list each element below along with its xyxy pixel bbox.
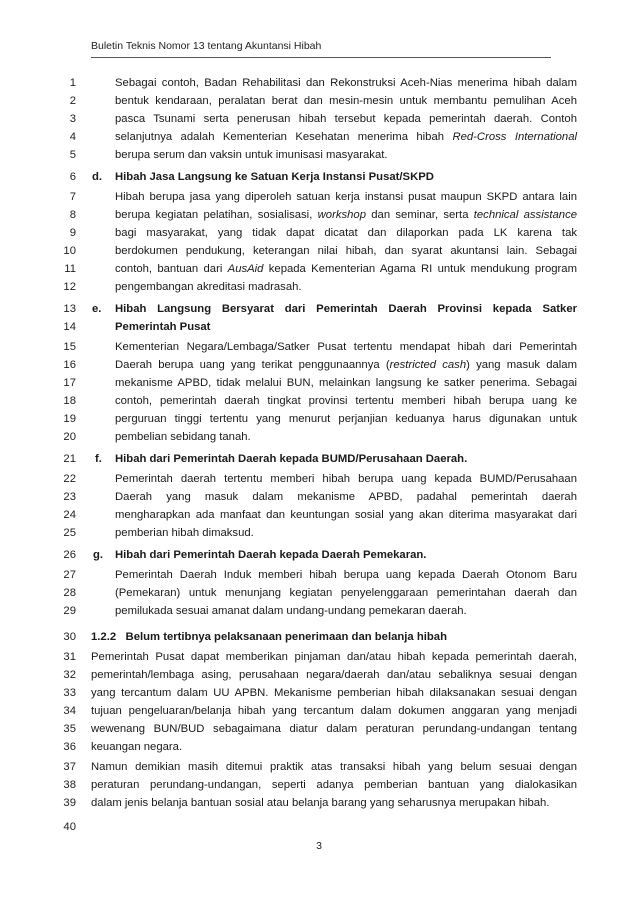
line-number: 37 — [63, 761, 76, 773]
body-line — [115, 357, 577, 373]
body-line: tujuan pengeluaran/belanja hibah yang tercantum dalam dokumen anggaran yang menjadi — [91, 705, 577, 717]
list-marker: d. — [92, 171, 103, 183]
body-line: pembelian sebidang tanah. — [115, 431, 251, 443]
body-line: pasca Tsunami serta penerusan hibah tersebut kepada pemerintah daerah. Contoh — [115, 113, 577, 125]
line-number: 39 — [63, 797, 76, 809]
line-number: 31 — [63, 651, 76, 663]
line-number: 25 — [63, 527, 76, 539]
body-line: wewenang BUN/BUD sebagaimana diatur dalam peraturan perundang-undangan tentang — [91, 723, 577, 735]
body-line: Sebagai contoh, Badan Rehabilitasi dan Rekonstruksi Aceh-Nias menerima hibah dalam — [115, 77, 577, 89]
body-text: contoh, bantuan dari — [115, 263, 228, 275]
line-number: 1 — [69, 77, 76, 89]
body-text: berupa kegiatan pelatihan, sosialisasi, — [115, 209, 318, 221]
body-line: Pemerintah Daerah Induk memberi hibah berupa uang kepada Daerah Otonom Baru — [115, 569, 577, 581]
body-text: ) yang masuk dalam — [466, 359, 577, 371]
line-number: 33 — [63, 687, 76, 699]
line-number: 4 — [69, 131, 76, 143]
body-text: kepada Kementerian Agama RI untuk mendukung program — [263, 263, 577, 275]
body-text: selanjutnya adalah Kementerian Kesehatan menerima hibah — [115, 131, 453, 143]
italic-term: technical assistance — [473, 209, 578, 221]
body-line: mekanisme APBD, tidak melalui BUN, melainkan langsung ke satker penerima. Sebagai — [115, 377, 577, 389]
body-line: Namun demikian masih ditemui praktik atas transaksi hibah yang belum sesuai dengan — [91, 761, 577, 773]
line-number: 16 — [63, 359, 76, 371]
line-number: 36 — [63, 741, 76, 753]
body-line: peraturan perundang-undangan, seperti adanya pemberian bantuan yang dialokasikan — [91, 779, 577, 791]
body-line: Daerah yang masuk dalam mekanisme APBD, padahal pemerintah daerah — [115, 491, 577, 503]
line-number: 8 — [69, 209, 76, 221]
line-number: 23 — [63, 491, 76, 503]
line-number: 35 — [63, 723, 76, 735]
body-line: (Pemekaran) untuk menunjang kegiatan penyelenggaraan pemerintahan daerah dan — [115, 587, 577, 599]
line-number: 3 — [69, 113, 76, 125]
line-number: 14 — [63, 321, 76, 333]
body-line: berdokumen pendukung, keterangan nilai hibah, dan syarat akuntansi lain. Sebagai — [115, 245, 577, 257]
line-number: 24 — [63, 509, 76, 521]
line-number: 7 — [69, 191, 76, 203]
italic-term: AusAid — [227, 263, 264, 275]
body-line — [115, 261, 577, 277]
line-number: 30 — [63, 631, 76, 643]
line-number: 10 — [63, 245, 76, 257]
body-line: pengembangan akreditasi madrasah. — [115, 281, 302, 293]
body-line: Hibah berupa jasa yang diperoleh satuan kerja instansi pusat maupun SKPD antara lain — [115, 191, 577, 203]
line-number: 6 — [69, 171, 76, 183]
line-number: 15 — [63, 341, 76, 353]
body-line: yang tercantum dalam UU APBN. Mekanisme pemberian hibah dilaksanakan sesuai dengan — [91, 687, 577, 699]
italic-term: workshop — [317, 209, 366, 221]
line-number: 20 — [63, 431, 76, 443]
line-number: 38 — [63, 779, 76, 791]
line-number: 5 — [69, 149, 76, 161]
section-heading: Hibah dari Pemerintah Daerah kepada BUMD/Perusahaan Daerah. — [115, 453, 468, 465]
line-number: 27 — [63, 569, 76, 581]
line-number: 32 — [63, 669, 76, 681]
line-number: 29 — [63, 605, 76, 617]
running-header: Buletin Teknis Nomor 13 tentang Akuntansi Hibah — [91, 40, 551, 58]
line-number: 13 — [63, 303, 76, 315]
body-line: perguruan tinggi tertentu yang menurut perjanjian keduanya harus digunakan untuk — [115, 413, 577, 425]
page-number: 3 — [316, 840, 322, 852]
line-number: 40 — [63, 821, 76, 833]
body-line: Pemerintah daerah tertentu memberi hibah berupa uang kepada BUMD/Perusahaan — [115, 473, 577, 485]
body-text: Daerah berupa uang yang terikat penggunaannya ( — [115, 359, 390, 371]
body-line: mengharapkan ada manfaat dan keuntungan sosial yang akan diterima masyarakat dari — [115, 509, 577, 521]
body-line: pemerintah/lembaga asing, perusahaan negara/daerah dan/atau sebaliknya sesuai dengan — [91, 669, 577, 681]
line-number: 2 — [69, 95, 76, 107]
line-number: 21 — [63, 453, 76, 465]
line-number: 9 — [69, 227, 76, 239]
section-heading: Pemerintah Pusat — [115, 321, 211, 333]
line-number: 17 — [63, 377, 76, 389]
body-line — [115, 129, 577, 145]
subsection-heading: 1.2.2 Belum tertibnya pelaksanaan penerimaan dan belanja hibah — [91, 631, 447, 643]
list-marker: g. — [93, 549, 104, 561]
line-number: 34 — [63, 705, 76, 717]
section-heading: Hibah dari Pemerintah Daerah kepada Daerah Pemekaran. — [115, 549, 427, 561]
section-heading: Hibah Jasa Langsung ke Satuan Kerja Instansi Pusat/SKPD — [115, 171, 434, 183]
line-number: 22 — [63, 473, 76, 485]
body-line — [115, 207, 577, 223]
body-line: berupa serum dan vaksin untuk imunisasi masyarakat. — [115, 149, 388, 161]
line-number: 11 — [64, 263, 76, 275]
body-line: pemberian hibah dimaksud. — [115, 527, 254, 539]
line-number: 12 — [63, 281, 76, 293]
body-line: pemilukada sesuai amanat dalam undang-undang pemekaran daerah. — [115, 605, 467, 617]
body-line: keuangan negara. — [91, 741, 183, 753]
line-number: 19 — [63, 413, 76, 425]
body-line: Pemerintah Pusat dapat memberikan pinjaman dan/atau hibah kepada pemerintah daerah, — [91, 651, 577, 663]
line-number: 26 — [63, 549, 76, 561]
body-line: bentuk kendaraan, peralatan berat dan mesin-mesin untuk membantu pemulihan Aceh — [115, 95, 577, 107]
body-text: dan seminar, serta — [365, 209, 474, 221]
body-line: contoh, pemerintah daerah tingkat provinsi tertentu memberi hibah berupa uang ke — [115, 395, 577, 407]
list-marker: e. — [92, 303, 102, 315]
body-line: Kementerian Negara/Lembaga/Satker Pusat tertentu mendapat hibah dari Pemerintah — [115, 341, 577, 353]
italic-term: restricted cash — [389, 359, 467, 371]
body-line: bagi masyarakat, yang tidak dapat dicatat dan dilaporkan pada LK karena tak — [115, 227, 577, 239]
list-marker: f. — [95, 453, 102, 465]
body-line: dalam jenis belanja bantuan sosial atau belanja barang yang seharusnya merupakan hibah. — [91, 797, 550, 809]
section-heading: Hibah Langsung Bersyarat dari Pemerintah Daerah Provinsi kepada Satker — [115, 303, 577, 315]
line-number: 28 — [63, 587, 76, 599]
italic-term: Red-Cross International — [452, 131, 578, 143]
line-number: 18 — [63, 395, 76, 407]
